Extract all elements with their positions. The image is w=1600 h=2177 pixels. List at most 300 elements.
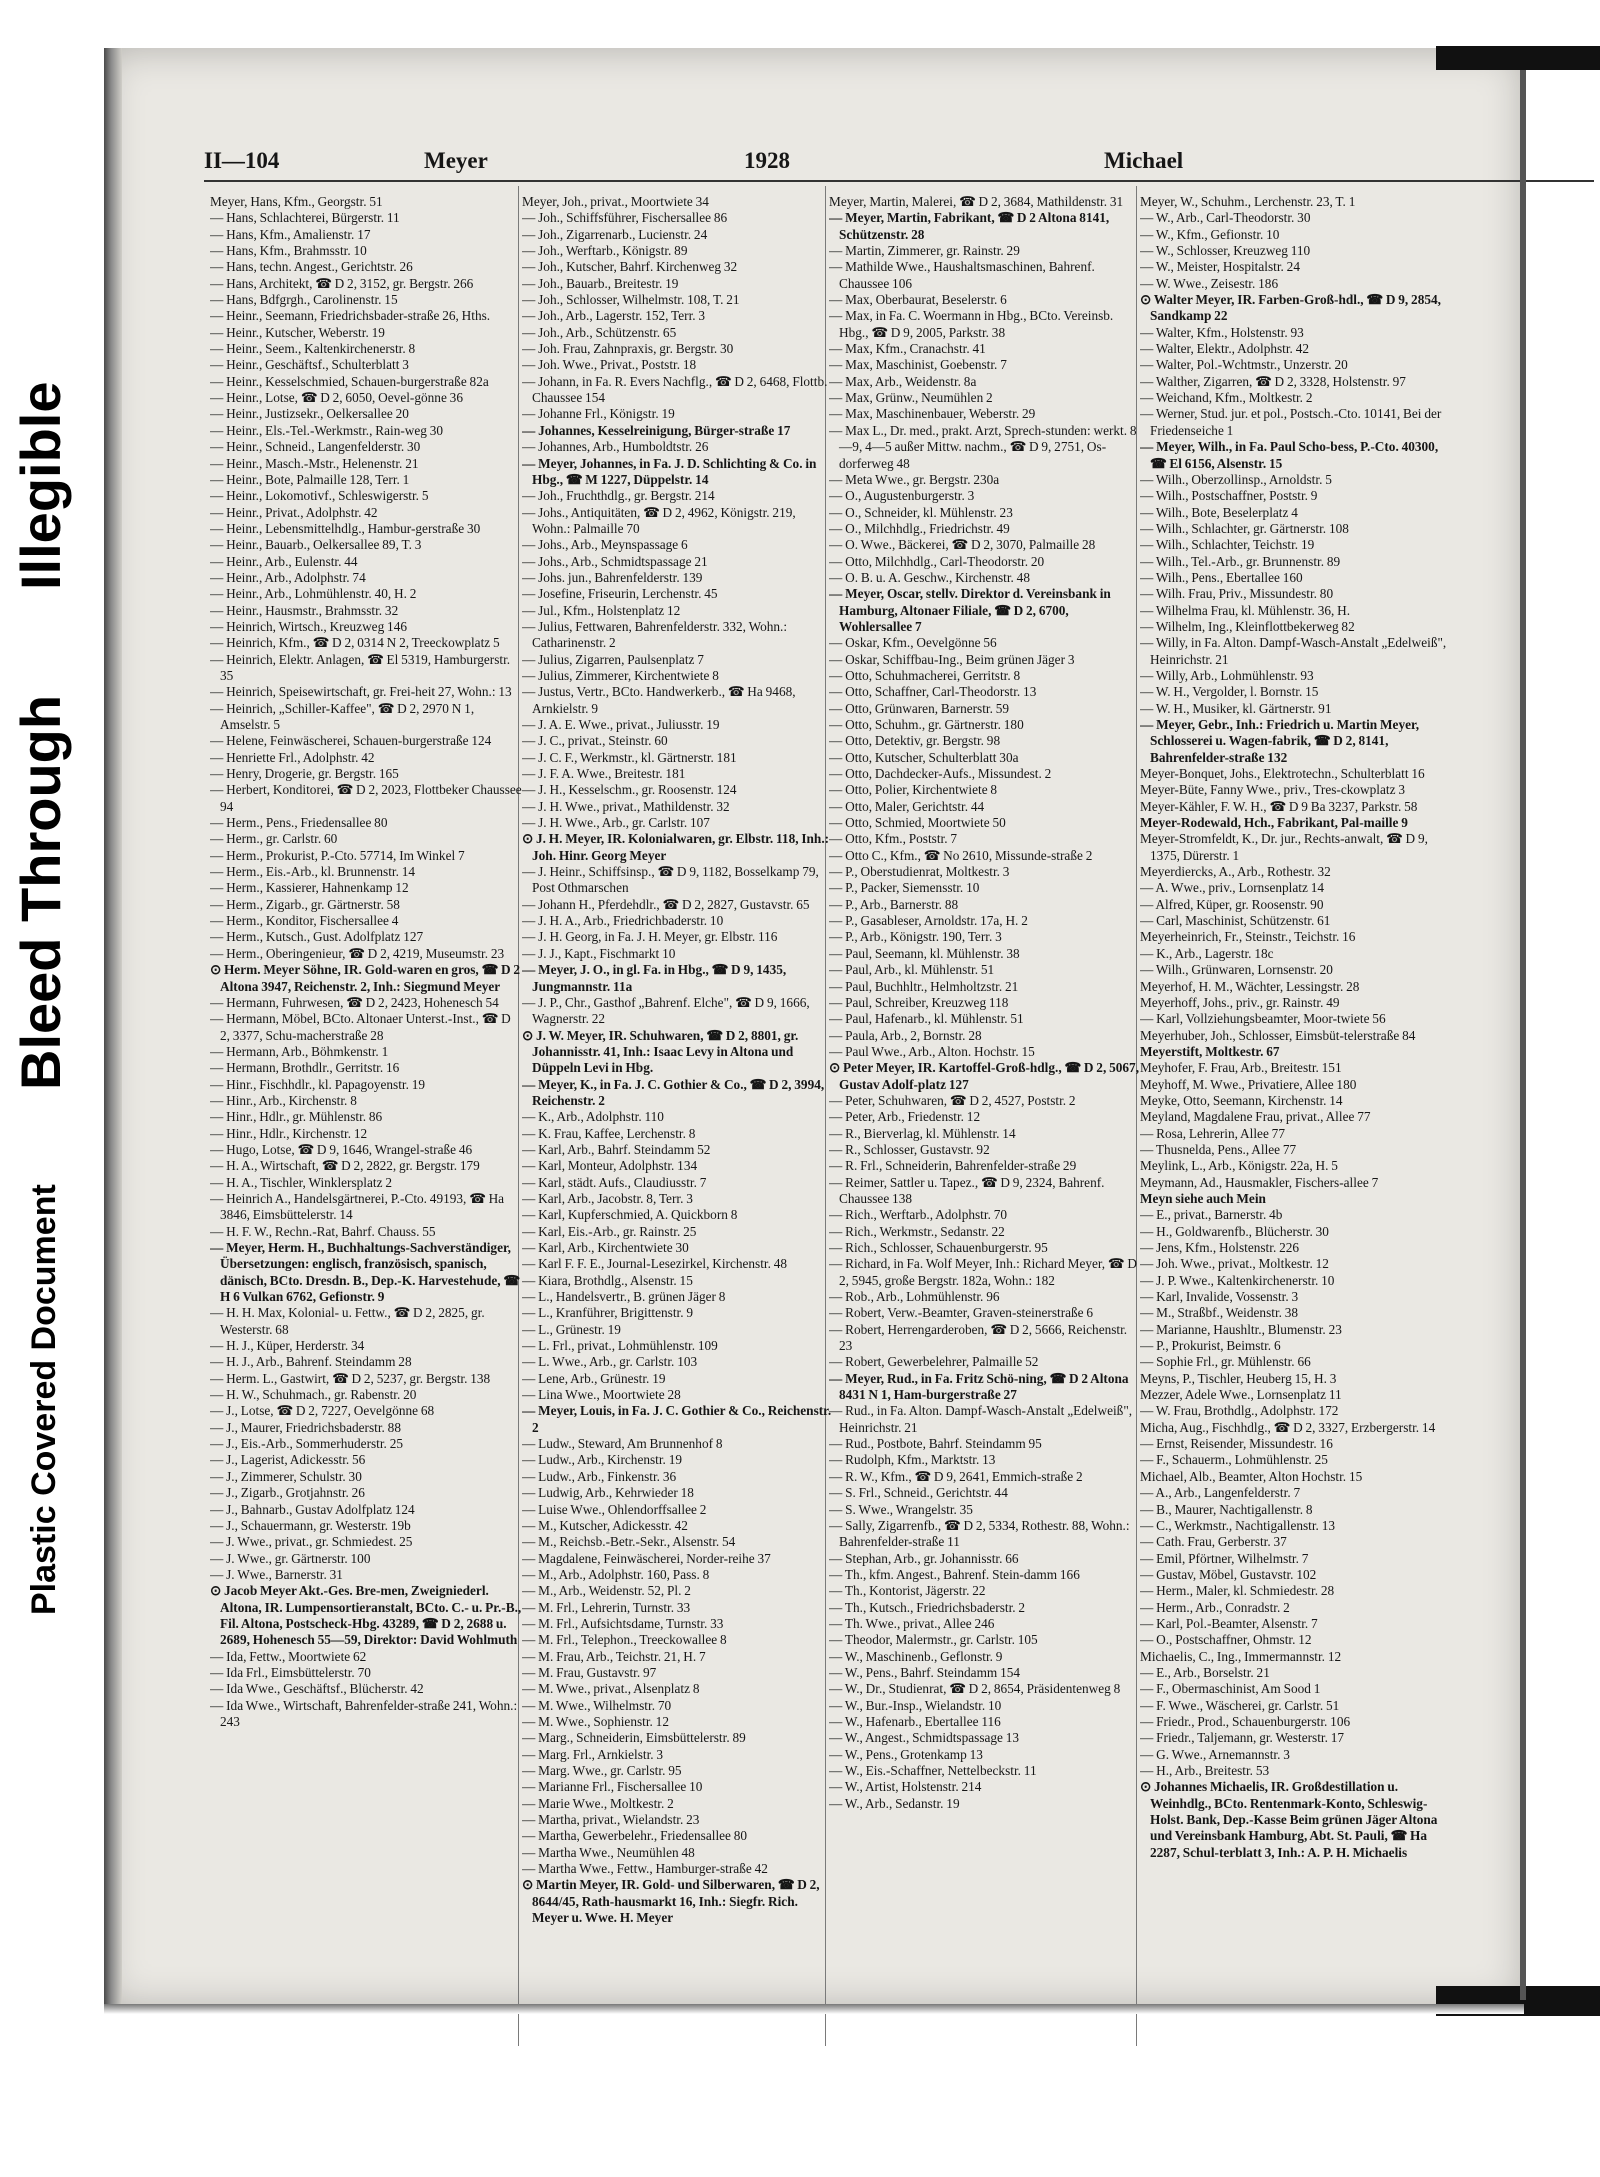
directory-entry: — Gustav, Möbel, Gustavstr. 102 xyxy=(1140,1566,1317,1582)
directory-entry: — K., Arb., Lagerstr. 18c xyxy=(1140,945,1274,961)
directory-entry: — Hinr., Hdlr., gr. Mühlenstr. 86 xyxy=(210,1109,383,1125)
directory-entry: — P., Gasableser, Arnoldstr. 17a, H. 2 xyxy=(829,913,1028,929)
directory-entry: — Max, Grünw., Neumühlen 2 xyxy=(829,390,993,406)
directory-entry: — Lene, Arb., Grünestr. 19 xyxy=(522,1370,666,1386)
page-number: II—104 xyxy=(204,148,280,173)
directory-entry: — R., Bierverlag, kl. Mühlenstr. 14 xyxy=(829,1125,1016,1141)
directory-entry: — J., Lotse, ☎ D 2, 7227, Oevelgönne 68 xyxy=(210,1403,435,1419)
directory-entry: — Martin, Zimmerer, gr. Rainstr. 29 xyxy=(829,243,1020,259)
directory-entry: — L. Wwe., Arb., gr. Carlstr. 103 xyxy=(522,1354,698,1370)
directory-entry: — L. Frl., privat., Lohmühlenstr. 109 xyxy=(522,1338,718,1354)
directory-entry: — Heinrich, Speisewirtschaft, gr. Frei-heit 27, Wohn.: 13 xyxy=(210,684,512,700)
directory-entry: — J. H. Wwe., privat., Mathildenstr. 32 xyxy=(522,798,730,814)
directory-entry: — Meyer, Oscar, stellv. Direktor d. Vereinsbank in Hamburg, Altonaer Filiale, ☎ D 2, 6700, Wohlersallee 7 xyxy=(829,586,1111,634)
directory-entry: — Justus, Vertr., BCto. Handwerkerb., ☎ Ha 9468, Arnkielstr. 9 xyxy=(522,684,796,716)
directory-entry: — F., Schauerm., Lohmühlenstr. 25 xyxy=(1140,1452,1328,1468)
directory-entry: — W., Dr., Studienrat, ☎ D 2, 8654, Präsidentenweg 8 xyxy=(829,1681,1121,1697)
directory-entry: — Heinr., Lebensmittelhdlg., Hambur-gerstraße 30 xyxy=(210,520,481,536)
directory-entry: — K., Arb., Adolphstr. 110 xyxy=(522,1109,664,1125)
directory-entry: — O., Milchhdlg., Friedrichstr. 49 xyxy=(829,520,1010,536)
directory-entry: — Otto, Polier, Kirchentwiete 8 xyxy=(829,782,998,798)
directory-entry: — Paul, Buchhltr., Helmholtzstr. 21 xyxy=(829,978,1019,994)
directory-column-4 xyxy=(1140,194,1452,1994)
directory-entry: Meyer-Kähler, F. W. H., ☎ D 9 Ba 3237, Parkstr. 58 xyxy=(1140,798,1418,814)
directory-entry: — Herm., Kutsch., Gust. Adolfplatz 127 xyxy=(210,929,424,945)
page-binding-edge xyxy=(104,48,122,2008)
directory-entry: — Wilh., Pens., Ebertallee 160 xyxy=(1140,569,1303,585)
directory-entry: — Meyer, Wilh., in Fa. Paul Scho-bess, P.-Cto. 40300, ☎ El 6156, Alsenstr. 15 xyxy=(1140,439,1439,471)
directory-entry: ⊙ Peter Meyer, IR. Kartoffel-Groß-hdlg., ☎ D 2, 5067, Gustav Adolf-platz 127 xyxy=(829,1060,1140,1092)
directory-entry: — Rich., Werkmstr., Sedanstr. 22 xyxy=(829,1223,1005,1239)
directory-entry: — Heinr., Arb., Lohmühlenstr. 40, H. 2 xyxy=(210,586,417,602)
plastic-covered-label: Plastic Covered Document xyxy=(25,1184,63,1615)
directory-entry: Meyer-Bonquet, Johs., Elektrotechn., Schulterblatt 16 xyxy=(1140,766,1425,782)
directory-entry: — Ida Wwe., Wirtschaft, Bahrenfelder-straße 241, Wohn.: 243 xyxy=(210,1697,518,1729)
directory-entry: — Heinr., Geschäftsf., Schulterblatt 3 xyxy=(210,357,409,373)
directory-entry: — Hinr., Hdlr., Kirchenstr. 12 xyxy=(210,1125,368,1141)
directory-entry: — Julius, Zimmerer, Kirchentwiete 8 xyxy=(522,667,719,683)
directory-entry: — Wilhelm, Ing., Kleinflottbekerweg 82 xyxy=(1140,618,1355,634)
directory-entry: — Herm., Zigarb., gr. Gärtnerstr. 58 xyxy=(210,896,400,912)
directory-entry: — G. Wwe., Arnemannstr. 3 xyxy=(1140,1746,1290,1762)
directory-entry: — Walter, Kfm., Holstenstr. 93 xyxy=(1140,324,1304,340)
directory-entry: — Meyer, K., in Fa. J. C. Gothier & Co., ☎ D 2, 3994, Reichenstr. 2 xyxy=(522,1076,825,1108)
directory-entry: — Joh., Arb., Schützenstr. 65 xyxy=(522,324,677,340)
directory-entry: — Wilh., Tel.-Arb., gr. Brunnenstr. 89 xyxy=(1140,553,1341,569)
directory-entry: — J. Wwe., privat., gr. Schmiedest. 25 xyxy=(210,1534,413,1550)
directory-entry: — Ludw., Arb., Finkenstr. 36 xyxy=(522,1468,677,1484)
directory-entry: — Karl, Arb., Jacobstr. 8, Terr. 3 xyxy=(522,1190,693,1206)
directory-entry: Meyer, W., Schuhm., Lerchenstr. 23, T. 1 xyxy=(1140,194,1356,209)
directory-entry: — Max L., Dr. med., prakt. Arzt, Sprech-stunden: werkt. 8—9, 4—5 außer Mittw. nachm., ☎ D 9, 2751, Os-dorferweg 48 xyxy=(829,422,1137,471)
directory-entry: — W., Maschinenb., Geflonstr. 9 xyxy=(829,1648,1003,1664)
directory-entry: — Th., kfm. Angest., Bahrenf. Stein-damm 166 xyxy=(829,1566,1080,1582)
directory-entry: — Friedr., Taljemann, gr. Westerstr. 17 xyxy=(1140,1730,1345,1746)
directory-entry: — W., Pens., Bahrf. Steindamm 154 xyxy=(829,1664,1021,1680)
directory-entry: — Henry, Drogerie, gr. Bergstr. 165 xyxy=(210,766,399,782)
directory-entry: Meylink, L., Arb., Königstr. 22a, H. 5 xyxy=(1140,1158,1338,1174)
directory-entry: — Joh., Zigarrenarb., Lucienstr. 24 xyxy=(522,226,708,242)
directory-entry: Meyland, Magdalene Frau, privat., Allee 77 xyxy=(1140,1109,1371,1125)
directory-entry: — Meyer, Louis, in Fa. J. C. Gothier & Co., Reichenstr. 2 xyxy=(522,1403,832,1435)
directory-entry: — Otto, Schmied, Moortwiete 50 xyxy=(829,815,1006,831)
directory-entry: — Hans, Kfm., Amalienstr. 17 xyxy=(210,226,371,242)
directory-entry: — J. C., privat., Steinstr. 60 xyxy=(522,733,668,749)
directory-entry: — Walter, Elektr., Adolphstr. 42 xyxy=(1140,341,1309,357)
directory-entry: — Hans, Schlachterei, Bürgerstr. 11 xyxy=(210,210,400,226)
page-header xyxy=(204,148,1294,176)
directory-entry: — Marg. Frl., Arnkielstr. 3 xyxy=(522,1746,664,1762)
directory-entry: — Lina Wwe., Moortwiete 28 xyxy=(522,1387,681,1403)
directory-entry: — Jul., Kfm., Holstenplatz 12 xyxy=(522,602,681,618)
directory-entry: Meyer-Büte, Fanny Wwe., priv., Tres-ckowplatz 3 xyxy=(1140,782,1405,798)
directory-entry: — Heinr., Hausmstr., Brahmsstr. 32 xyxy=(210,602,399,618)
directory-entry: — Oskar, Kfm., Oevelgönne 56 xyxy=(829,635,997,651)
directory-entry: Meyerstift, Moltkestr. 67 xyxy=(1140,1043,1280,1059)
directory-entry: — L., Grünestr. 19 xyxy=(522,1321,621,1337)
directory-entry: — Rud., in Fa. Alton. Dampf-Wasch-Anstalt „Edelweiß", Heinrichstr. 21 xyxy=(829,1403,1133,1435)
directory-entry: ⊙ Jacob Meyer Akt.-Ges. Bre-men, Zweigniederl. Altona, IR. Lumpensortieranstalt, BCto. C.- u. Pr.-B., Fil. Altona, Postscheck-Hbg. 43289, ☎ D 2, 2688 u. 2689, Hohenesch 55—59, Direktor: David Wohlmuth xyxy=(210,1583,522,1648)
directory-entry: — J., Lagerist, Adickesstr. 56 xyxy=(210,1452,366,1468)
directory-entry: — Thusnelda, Pens., Allee 77 xyxy=(1140,1141,1297,1157)
directory-entry: — Otto, Detektiv, gr. Bergstr. 98 xyxy=(829,733,1001,749)
directory-entry: — Karl, städt. Aufs., Claudiusstr. 7 xyxy=(522,1174,707,1190)
directory-entry: — Otto, Schuhmacherei, Gerritstr. 8 xyxy=(829,667,1021,683)
directory-entry: — K. Frau, Kaffee, Lerchenstr. 8 xyxy=(522,1125,696,1141)
film-edge-bar-top xyxy=(1436,46,1600,70)
directory-entry: — M., Kutscher, Adickesstr. 42 xyxy=(522,1517,688,1533)
directory-entry: — Wilh., Bote, Beselerplatz 4 xyxy=(1140,504,1298,520)
directory-entry: — Herm., Prokurist, P.-Cto. 57714, Im Winkel 7 xyxy=(210,847,465,863)
directory-entry: — Herm., Pens., Friedensallee 80 xyxy=(210,815,388,831)
directory-entry: — Paula, Arb., 2, Bornstr. 28 xyxy=(829,1027,982,1043)
directory-entry: — Herm., Kassierer, Hahnenkamp 12 xyxy=(210,880,409,896)
directory-entry: — J. A. E. Wwe., privat., Juliusstr. 19 xyxy=(522,717,720,732)
directory-entry: — F. Wwe., Wäscherei, gr. Carlstr. 51 xyxy=(1140,1697,1340,1713)
directory-entry: — O. Wwe., Bäckerei, ☎ D 2, 3070, Palmaille 28 xyxy=(829,537,1096,553)
directory-entry: — E., Arb., Borselstr. 21 xyxy=(1140,1664,1270,1680)
directory-entry: — M., Arb., Adolphstr. 160, Pass. 8 xyxy=(522,1566,710,1582)
directory-entry: — Wilh., Postschaffner, Poststr. 9 xyxy=(1140,488,1318,504)
directory-entry: — Joh., Schiffsführer, Fischersallee 86 xyxy=(522,210,728,226)
directory-entry: — Cath. Frau, Gerberstr. 37 xyxy=(1140,1534,1287,1550)
directory-entry: — Karl, Eis.-Arb., gr. Rainstr. 25 xyxy=(522,1223,697,1239)
directory-entry: — Hans, Kfm., Brahmsstr. 10 xyxy=(210,243,367,259)
directory-entry: — J. H. Wwe., Arb., gr. Carlstr. 107 xyxy=(522,815,710,831)
directory-entry: — Max, in Fa. C. Woermann in Hbg., BCto. Vereinsb. Hbg., ☎ D 9, 2005, Parkstr. 38 xyxy=(829,308,1114,340)
directory-entry: — Karl, Monteur, Adolphstr. 134 xyxy=(522,1158,698,1174)
directory-entry: — H. F. W., Rechn.-Rat, Bahrf. Chauss. 55 xyxy=(210,1223,436,1239)
directory-entry: — W., Pens., Grotenkamp 13 xyxy=(829,1746,983,1762)
directory-entry: — Heinr., Arb., Eulenstr. 44 xyxy=(210,553,358,569)
directory-entry: — Karl F. F. E., Journal-Lesezirkel, Kirchenstr. 48 xyxy=(522,1256,788,1272)
directory-column-1 xyxy=(210,194,522,1994)
directory-column-2 xyxy=(522,194,834,1994)
directory-entry: — Walther, Zigarren, ☎ D 2, 3328, Holstenstr. 97 xyxy=(1140,373,1406,389)
directory-entry: Meyerhoff, Johs., priv., gr. Rainstr. 49 xyxy=(1140,994,1340,1010)
next-page-edge xyxy=(1520,70,1526,2000)
header-right-name: Michael xyxy=(1104,148,1184,173)
directory-entry: — Oskar, Schiffbau-Ing., Beim grünen Jäger 3 xyxy=(829,651,1075,667)
directory-entry: — Johs., Antiquitäten, ☎ D 2, 4962, Königstr. 219, Wohn.: Palmaille 70 xyxy=(522,504,796,536)
directory-entry: — P., Oberstudienrat, Moltkestr. 3 xyxy=(829,864,1010,880)
directory-entry: — Ida Frl., Eimsbüttelerstr. 70 xyxy=(210,1664,371,1680)
directory-entry: — Friedr., Prod., Schauenburgerstr. 106 xyxy=(1140,1713,1351,1729)
directory-entry: — W. Wwe., Zeisestr. 186 xyxy=(1140,275,1279,291)
directory-entry: — W., Artist, Holstenstr. 214 xyxy=(829,1779,982,1795)
directory-entry: — M. Frau, Arb., Teichstr. 21, H. 7 xyxy=(522,1648,706,1664)
directory-entry: — Johanne Frl., Königstr. 19 xyxy=(522,406,675,422)
directory-entry: — Julius, Zigarren, Paulsenplatz 7 xyxy=(522,651,704,667)
directory-entry: — W. Frau, Brothdlg., Adolphstr. 172 xyxy=(1140,1403,1339,1419)
header-year: 1928 xyxy=(744,148,790,173)
directory-entry: — Herm., Konditor, Fischersallee 4 xyxy=(210,913,399,929)
directory-entry: — L., Handelsvertr., B. grünen Jäger 8 xyxy=(522,1289,726,1305)
directory-entry: Meyer-Rodewald, Hch., Fabrikant, Pal-maille 9 xyxy=(1140,815,1408,831)
directory-entry: — Heinr., Bote, Palmaille 128, Terr. 1 xyxy=(210,471,410,487)
directory-entry: — Max, Maschinenbauer, Weberstr. 29 xyxy=(829,406,1036,422)
directory-entry: — S. Frl., Schneid., Gerichtstr. 44 xyxy=(829,1485,1008,1501)
directory-entry: — Heinr., Masch.-Mstr., Helenenstr. 21 xyxy=(210,455,419,471)
directory-entry: — Henriette Frl., Adolphstr. 42 xyxy=(210,749,375,765)
directory-entry: — Sophie Frl., gr. Mühlenstr. 66 xyxy=(1140,1354,1311,1370)
directory-entry: — H. W., Schuhmach., gr. Rabenstr. 20 xyxy=(210,1387,417,1403)
directory-entry: — Werner, Stud. jur. et pol., Postsch.-Cto. 10141, Bei der Friedenseiche 1 xyxy=(1140,406,1442,438)
directory-entry: — H. J., Arb., Bahrenf. Steindamm 28 xyxy=(210,1354,412,1370)
directory-entry: — Marianne Frl., Fischersallee 10 xyxy=(522,1779,703,1795)
directory-entry: — Joh., Arb., Lagerstr. 152, Terr. 3 xyxy=(522,308,706,324)
directory-entry: — Mathilde Wwe., Haushaltsmaschinen, Bahrenf. Chaussee 106 xyxy=(829,259,1095,291)
directory-entry: — Heinrich, Elektr. Anlagen, ☎ El 5319, Hamburgerstr. 35 xyxy=(210,651,511,683)
directory-entry: — Jens, Kfm., Holstenstr. 226 xyxy=(1140,1240,1300,1255)
directory-entry: — J. J., Kapt., Fischmarkt 10 xyxy=(522,945,676,961)
directory-entry: Meyke, Otto, Seemann, Kirchenstr. 14 xyxy=(1140,1092,1343,1108)
directory-entry: Meyer, Joh., privat., Moortwiete 34 xyxy=(522,194,709,209)
directory-entry: — Karl, Invalide, Vossenstr. 3 xyxy=(1140,1289,1299,1305)
directory-entry: ⊙ Johannes Michaelis, IR. Großdestillation u. Weinhdlg., BCto. Rentenmark-Konto, Schleswig-Holst. Bank, Dep.-Kasse Beim grünen Jäger Altona und Vereinsbank Hamburg, Abt. St. Pauli, ☎ Ha 2287, Schul-terblatt 3, Inh.: A. P. H. Michaelis xyxy=(1140,1779,1438,1860)
directory-entry: — W., Schlosser, Kreuzweg 110 xyxy=(1140,243,1311,259)
directory-entry: — Ludw., Arb., Kirchenstr. 19 xyxy=(522,1452,683,1468)
directory-entry: — Otto, Dachdecker-Aufs., Missundest. 2 xyxy=(829,766,1052,782)
directory-entry: — J. P. Wwe., Kaltenkirchenerstr. 10 xyxy=(1140,1272,1335,1288)
directory-entry: — Heinrich, Wirtsch., Kreuzweg 146 xyxy=(210,618,407,634)
directory-entry: — Wilhelma Frau, kl. Mühlenstr. 36, H. xyxy=(1140,602,1351,618)
directory-entry: — Marie Wwe., Moltkestr. 2 xyxy=(522,1795,674,1811)
directory-entry: — Robert, Verw.-Beamter, Graven-steinerstraße 6 xyxy=(829,1305,1094,1321)
directory-entry: — Karl, Pol.-Beamter, Alsenstr. 7 xyxy=(1140,1615,1318,1631)
directory-entry: — Wilh. Frau, Priv., Missundestr. 80 xyxy=(1140,586,1334,602)
directory-entry: — Peter, Arb., Friedenstr. 12 xyxy=(829,1109,981,1125)
directory-entry: Meyerhuber, Joh., Schlosser, Eimsbüt-telerstraße 84 xyxy=(1140,1027,1416,1043)
directory-entry: — Wilh., Schlachter, gr. Gärtnerstr. 108 xyxy=(1140,520,1349,536)
directory-entry: — A., Arb., Langenfelderstr. 7 xyxy=(1140,1485,1301,1501)
directory-entry: — H., Arb., Breitestr. 53 xyxy=(1140,1763,1270,1778)
directory-entry: — Luise Wwe., Ohlendorffsallee 2 xyxy=(522,1501,707,1517)
directory-entry: — W., Arb., Sedanstr. 19 xyxy=(829,1795,960,1811)
directory-entry: — Herm., Eis.-Arb., kl. Brunnenstr. 14 xyxy=(210,864,416,880)
directory-entry: Meyhoff, M. Wwe., Privatiere, Allee 180 xyxy=(1140,1076,1357,1092)
directory-entry: — Heinr., Kesselschmied, Schauen-burgerstraße 82a xyxy=(210,373,489,389)
directory-entry: — Heinr., Schneid., Langenfelderstr. 30 xyxy=(210,439,421,455)
directory-entry: — Martha Wwe., Fettw., Hamburger-straße 42 xyxy=(522,1861,768,1877)
directory-entry: — H., Goldwarenfb., Blücherstr. 30 xyxy=(1140,1223,1329,1239)
directory-entry: — Peter, Schuhwaren, ☎ D 2, 4527, Poststr. 2 xyxy=(829,1092,1076,1108)
directory-entry: — Th., Kontorist, Jägerstr. 22 xyxy=(829,1583,986,1599)
directory-entry: — J., Schauermann, gr. Westerstr. 19b xyxy=(210,1517,411,1533)
directory-entry: — H. A., Wirtschaft, ☎ D 2, 2822, gr. Bergstr. 179 xyxy=(210,1158,480,1174)
directory-entry: — Joh., Fruchthdlg., gr. Bergstr. 214 xyxy=(522,488,715,504)
directory-entry: — W., Hafenarb., Ebertallee 116 xyxy=(829,1713,1001,1729)
directory-entry: — Johann, in Fa. R. Evers Nachflg., ☎ D 2, 6468, Flottb. Chaussee 154 xyxy=(522,373,828,406)
directory-entry: — S. Wwe., Wrangelstr. 35 xyxy=(829,1501,973,1517)
directory-entry: — B., Maurer, Nachtigallenstr. 8 xyxy=(1140,1501,1313,1517)
directory-entry: Micha, Aug., Fischhdlg., ☎ D 2, 3327, Erzbergerstr. 14 xyxy=(1140,1419,1436,1435)
directory-entry: — M. Wwe., Wilhelmstr. 70 xyxy=(522,1697,672,1713)
directory-entry: — Hermann, Möbel, BCto. Altonaer Unterst.-Inst., ☎ D 2, 3377, Schu-macherstraße 28 xyxy=(210,1011,511,1043)
directory-entry: — Wilh., Grünwaren, Lornsenstr. 20 xyxy=(1140,962,1333,978)
directory-entry: — Theodor, Malermstr., gr. Carlstr. 105 xyxy=(829,1632,1038,1648)
directory-entry: — Paul, Schreiber, Kreuzweg 118 xyxy=(829,994,1009,1010)
directory-entry: — Heinrich, Kfm., ☎ D 2, 0314 N 2, Treeckowplatz 5 xyxy=(210,635,500,651)
directory-entry: — Hugo, Lotse, ☎ D 9, 1646, Wrangel-straße 46 xyxy=(210,1141,473,1157)
directory-entry: — Rud., Postbote, Bahrf. Steindamm 95 xyxy=(829,1436,1042,1452)
directory-entry: — Robert, Gewerbelehrer, Palmaille 52 xyxy=(829,1354,1039,1370)
directory-entry: — J., Zigarb., Grotjahnstr. 26 xyxy=(210,1485,365,1501)
directory-entry: ⊙ Walter Meyer, IR. Farben-Groß-hdl., ☎ D 9, 2854, Sandkamp 22 xyxy=(1140,292,1441,324)
directory-entry: — Heinr., Bauarb., Oelkersallee 89, T. 3 xyxy=(210,537,422,553)
directory-entry: — Heinrich, „Schiller-Kaffee", ☎ D 2, 2970 N 1, Amselstr. 5 xyxy=(210,700,475,732)
directory-entry: — A. Wwe., priv., Lornsenplatz 14 xyxy=(1140,880,1324,896)
directory-entry: — Sally, Zigarrenfb., ☎ D 2, 5334, Rothestr. 88, Wohn.: Bahrenfelder-straße 11 xyxy=(829,1517,1130,1550)
directory-entry: — Max, Kfm., Cranachstr. 41 xyxy=(829,341,986,357)
directory-entry: — Meyer, Johannes, in Fa. J. D. Schlichting & Co. in Hbg., ☎ M 1227, Düppelstr. 14 xyxy=(522,455,817,487)
illegible-label: Illegible xyxy=(9,381,72,590)
directory-entry: — W., Bur.-Insp., Wielandstr. 10 xyxy=(829,1697,1002,1713)
directory-entry: Meyhofer, F. Frau, Arb., Breitestr. 151 xyxy=(1140,1060,1342,1076)
directory-entry: — Herbert, Konditorei, ☎ D 2, 2023, Flottbeker Chaussee 94 xyxy=(210,782,522,814)
directory-entry: — Ida Wwe., Geschäftsf., Blücherstr. 42 xyxy=(210,1681,424,1697)
directory-entry: — Ernst, Reisender, Missundestr. 16 xyxy=(1140,1436,1333,1452)
directory-entry: Meyns, P., Tischler, Heuberg 15, H. 3 xyxy=(1140,1370,1337,1386)
directory-entry: — Karl, Arb., Kirchentwiete 30 xyxy=(522,1240,689,1255)
directory-entry: — Karl, Kupferschmied, A. Quickborn 8 xyxy=(522,1207,738,1223)
directory-entry: — Josefine, Friseurin, Lerchenstr. 45 xyxy=(522,586,718,602)
directory-entry: — Paul Wwe., Arb., Alton. Hochstr. 15 xyxy=(829,1043,1035,1059)
directory-entry: — Willy, Arb., Lohmühlenstr. 93 xyxy=(1140,667,1314,683)
directory-entry: ⊙ J. H. Meyer, IR. Kolonialwaren, gr. Elbstr. 118, Inh.: Joh. Hinr. Georg Meyer xyxy=(522,831,830,863)
directory-entry: — J. P., Chr., Gasthof „Bahrenf. Elche", ☎ D 9, 1666, Wagnerstr. 22 xyxy=(522,994,810,1027)
directory-entry: Meyer-Stromfeldt, K., Dr. jur., Rechts-anwalt, ☎ D 9, 1375, Dürerstr. 1 xyxy=(1140,831,1428,863)
directory-entry: — Max, Oberbaurat, Beselerstr. 6 xyxy=(829,292,1007,308)
directory-entry: — Meyer, Gebr., Inh.: Friedrich u. Martin Meyer, Schlosserei u. Wagen-fabrik, ☎ D 2, 8141, Bahrenfelder-straße 132 xyxy=(1140,717,1420,765)
directory-entry: — Rosa, Lehrerin, Allee 77 xyxy=(1140,1125,1285,1141)
header-left-name: Meyer xyxy=(424,148,488,173)
directory-entry: — Hermann, Brothdlr., Gerritstr. 16 xyxy=(210,1060,400,1076)
directory-entry: — J. Heinr., Schiffsinsp., ☎ D 9, 1182, Bosselkamp 79, Post Othmarschen xyxy=(522,864,819,896)
directory-entry: — Paul, Seemann, kl. Mühlenstr. 38 xyxy=(829,945,1020,961)
directory-entry: — Richard, in Fa. Wolf Meyer, Inh.: Richard Meyer, ☎ D 2, 5945, große Bergstr. 182a, Wohn.: 182 xyxy=(829,1256,1137,1288)
directory-entry: — Walter, Pol.-Wchtmstr., Unzerstr. 20 xyxy=(1140,357,1348,373)
directory-entry: — Rich., Werftarb., Adolphstr. 70 xyxy=(829,1207,1008,1223)
directory-entry: Mezzer, Adele Wwe., Lornsenplatz 11 xyxy=(1140,1387,1342,1403)
directory-entry: — R. Frl., Schneiderin, Bahrenfelder-straße 29 xyxy=(829,1158,1077,1174)
directory-entry: — Rob., Arb., Lohmühlenstr. 96 xyxy=(829,1289,1000,1305)
directory-entry: — Meyer, Rud., in Fa. Fritz Schö-ning, ☎ D 2 Altona 8431 N 1, Ham-burgerstraße 27 xyxy=(829,1370,1129,1403)
directory-entry: Michael, Alb., Beamter, Alton Hochstr. 15 xyxy=(1140,1468,1363,1484)
scanned-page xyxy=(104,48,1524,2008)
directory-entry: — Wilh., Oberzollinsp., Arnoldstr. 5 xyxy=(1140,471,1332,487)
directory-entry: — Stephan, Arb., gr. Johannisstr. 66 xyxy=(829,1550,1019,1566)
directory-entry: — O., Postschaffner, Ohmstr. 12 xyxy=(1140,1632,1312,1648)
directory-entry: — Rudolph, Kfm., Marktstr. 13 xyxy=(829,1452,996,1468)
directory-entry: Meyerheinrich, Fr., Steinstr., Teichstr. 16 xyxy=(1140,929,1356,945)
directory-entry: Meyerhof, H. M., Wächter, Lessingstr. 28 xyxy=(1140,978,1360,994)
directory-entry: — Julius, Fettwaren, Bahrenfelderstr. 332, Wohn.: Catharinenstr. 2 xyxy=(522,618,788,651)
directory-entry: — Reimer, Sattler u. Tapez., ☎ D 9, 2324, Bahrenf. Chaussee 138 xyxy=(829,1174,1105,1206)
directory-entry: — Heinr., Seemann, Friedrichsbader-straße 26, Hths. xyxy=(210,308,491,324)
directory-entry: — J., Zimmerer, Schulstr. 30 xyxy=(210,1468,362,1484)
directory-entry: — J. Wwe., Barnerstr. 31 xyxy=(210,1566,343,1582)
directory-entry: — J., Maurer, Friedrichsbaderstr. 88 xyxy=(210,1419,401,1435)
directory-entry: ⊙ Herm. Meyer Söhne, IR. Gold-waren en gros, ☎ D 2 Altona 3947, Reichenstr. 2, Inh.: Siegmund Meyer xyxy=(210,962,521,994)
directory-entry: — Otto, Schuhm., gr. Gärtnerstr. 180 xyxy=(829,717,1024,732)
directory-entry: — P., Packer, Siemensstr. 10 xyxy=(829,880,980,896)
directory-entry: — O. B. u. A. Geschw., Kirchenstr. 48 xyxy=(829,569,1030,585)
directory-entry: — H. J., Küper, Herderstr. 34 xyxy=(210,1338,365,1354)
directory-entry: — Karl, Arb., Bahrf. Steindamm 52 xyxy=(522,1141,711,1157)
directory-entry: — Magdalene, Feinwäscherei, Norder-reihe 37 xyxy=(522,1550,771,1566)
directory-entry: — J. F. A. Wwe., Breitestr. 181 xyxy=(522,766,686,782)
directory-entry: — P., Prokurist, Beimstr. 6 xyxy=(1140,1338,1281,1354)
directory-entry: — M. Frl., Aufsichtsdame, Turnstr. 33 xyxy=(522,1615,724,1631)
header-rule xyxy=(204,180,1594,182)
directory-entry: — Otto, Kutscher, Schulterblatt 30a xyxy=(829,749,1019,765)
directory-entry: — W., Kfm., Gefionstr. 10 xyxy=(1140,226,1280,242)
directory-entry: — Joh. Frau, Zahnpraxis, gr. Bergstr. 30 xyxy=(522,341,734,357)
directory-entry: — Ludwig, Arb., Kehrwieder 18 xyxy=(522,1485,694,1501)
directory-entry: — Hermann, Arb., Böhmkenstr. 1 xyxy=(210,1043,389,1059)
directory-entry: — Heinr., Arb., Adolphstr. 74 xyxy=(210,569,366,585)
directory-entry: — Marg. Wwe., gr. Carlstr. 95 xyxy=(522,1763,682,1778)
directory-entry: — H. H. Max, Kolonial- u. Fettw., ☎ D 2, 2825, gr. Westerstr. 68 xyxy=(210,1305,485,1337)
directory-entry: — O., Augustenburgerstr. 3 xyxy=(829,488,975,504)
directory-entry: — J. H., Kesselschm., gr. Roosenstr. 124 xyxy=(522,782,737,798)
directory-entry: — Joh. Wwe., Privat., Poststr. 18 xyxy=(522,357,697,373)
directory-entry: — W. H., Vergolder, l. Bornstr. 15 xyxy=(1140,684,1319,700)
directory-entry: — J., Bahnarb., Gustav Adolfplatz 124 xyxy=(210,1501,415,1517)
directory-entry: — L., Kranführer, Brigittenstr. 9 xyxy=(522,1305,694,1321)
directory-entry: — Johs. jun., Bahrenfelderstr. 139 xyxy=(522,569,703,585)
directory-entry: — M., Reichsb.-Betr.-Sekr., Alsenstr. 54 xyxy=(522,1534,736,1550)
directory-entry: — Heinr., Kutscher, Weberstr. 19 xyxy=(210,324,385,340)
directory-entry: — C., Werkmstr., Nachtigallenstr. 13 xyxy=(1140,1517,1336,1533)
directory-entry: — Paul, Hafenarb., kl. Mühlenstr. 51 xyxy=(829,1011,1024,1027)
directory-entry: Meymann, Ad., Hausmakler, Fischers-allee 7 xyxy=(1140,1174,1379,1190)
directory-entry: Meyer, Martin, Malerei, ☎ D 2, 3684, Mathildenstr. 31 xyxy=(829,194,1124,209)
directory-entry: — Herm., Arb., Conradstr. 2 xyxy=(1140,1599,1290,1615)
directory-entry: — Marg., Schneiderin, Eimsbüttelerstr. 89 xyxy=(522,1730,746,1746)
directory-entry: — H. A., Tischler, Winklersplatz 2 xyxy=(210,1174,392,1190)
directory-entry: — Ludw., Steward, Am Brunnenhof 8 xyxy=(522,1436,723,1452)
directory-entry: — Johann H., Pferdehdlr., ☎ D 2, 2827, Gustavstr. 65 xyxy=(522,896,810,912)
bleed-through-label: Bleed Through xyxy=(9,694,72,1090)
directory-entry: — Johannes, Kesselreinigung, Bürger-straße 17 xyxy=(522,422,791,438)
directory-entry: — Joh. Wwe., privat., Moltkestr. 12 xyxy=(1140,1256,1329,1272)
directory-entry: — Hinr., Fischhdlr., kl. Papagoyenstr. 19 xyxy=(210,1076,426,1092)
directory-entry: — P., Arb., Barnerstr. 88 xyxy=(829,896,959,912)
directory-entry: — W., Arb., Carl-Theodorstr. 30 xyxy=(1140,210,1311,226)
directory-entry: — Emil, Pförtner, Wilhelmstr. 7 xyxy=(1140,1550,1309,1566)
directory-entry: — Max, Arb., Weidenstr. 8a xyxy=(829,373,977,389)
directory-entry: — M. Frau, Gustavstr. 97 xyxy=(522,1664,657,1680)
directory-entry: — Meta Wwe., gr. Bergstr. 230a xyxy=(829,471,1000,487)
directory-entry: — W., Angest., Schmidtspassage 13 xyxy=(829,1730,1020,1746)
directory-entry: — Kiara, Brothdlg., Alsenstr. 15 xyxy=(522,1272,693,1288)
directory-entry: — Otto, Kfm., Poststr. 7 xyxy=(829,831,958,847)
directory-entry: — Rich., Schlosser, Schauenburgerstr. 95 xyxy=(829,1240,1048,1255)
directory-entry: — Martha, privat., Wielandstr. 23 xyxy=(522,1812,700,1828)
directory-entry: — Hinr., Arb., Kirchenstr. 8 xyxy=(210,1092,357,1108)
directory-entry: — M. Frl., Lehrerin, Turnstr. 33 xyxy=(522,1599,691,1615)
directory-entry: — Meyer, Martin, Fabrikant, ☎ D 2 Altona 8141, Schützenstr. 28 xyxy=(829,210,1110,242)
directory-entry: — Martha Wwe., Neumühlen 48 xyxy=(522,1844,695,1860)
directory-entry: Meyn siehe auch Mein xyxy=(1140,1190,1266,1206)
directory-entry: — Heinr., Privat., Adolphstr. 42 xyxy=(210,504,378,520)
directory-entry: — Johs., Arb., Meynspassage 6 xyxy=(522,537,688,553)
directory-entry: Meyer, Hans, Kfm., Georgstr. 51 xyxy=(210,194,383,209)
directory-entry: — Max, Maschinist, Goebenstr. 7 xyxy=(829,357,1007,373)
directory-entry: — Carl, Maschinist, Schützenstr. 61 xyxy=(1140,913,1331,929)
